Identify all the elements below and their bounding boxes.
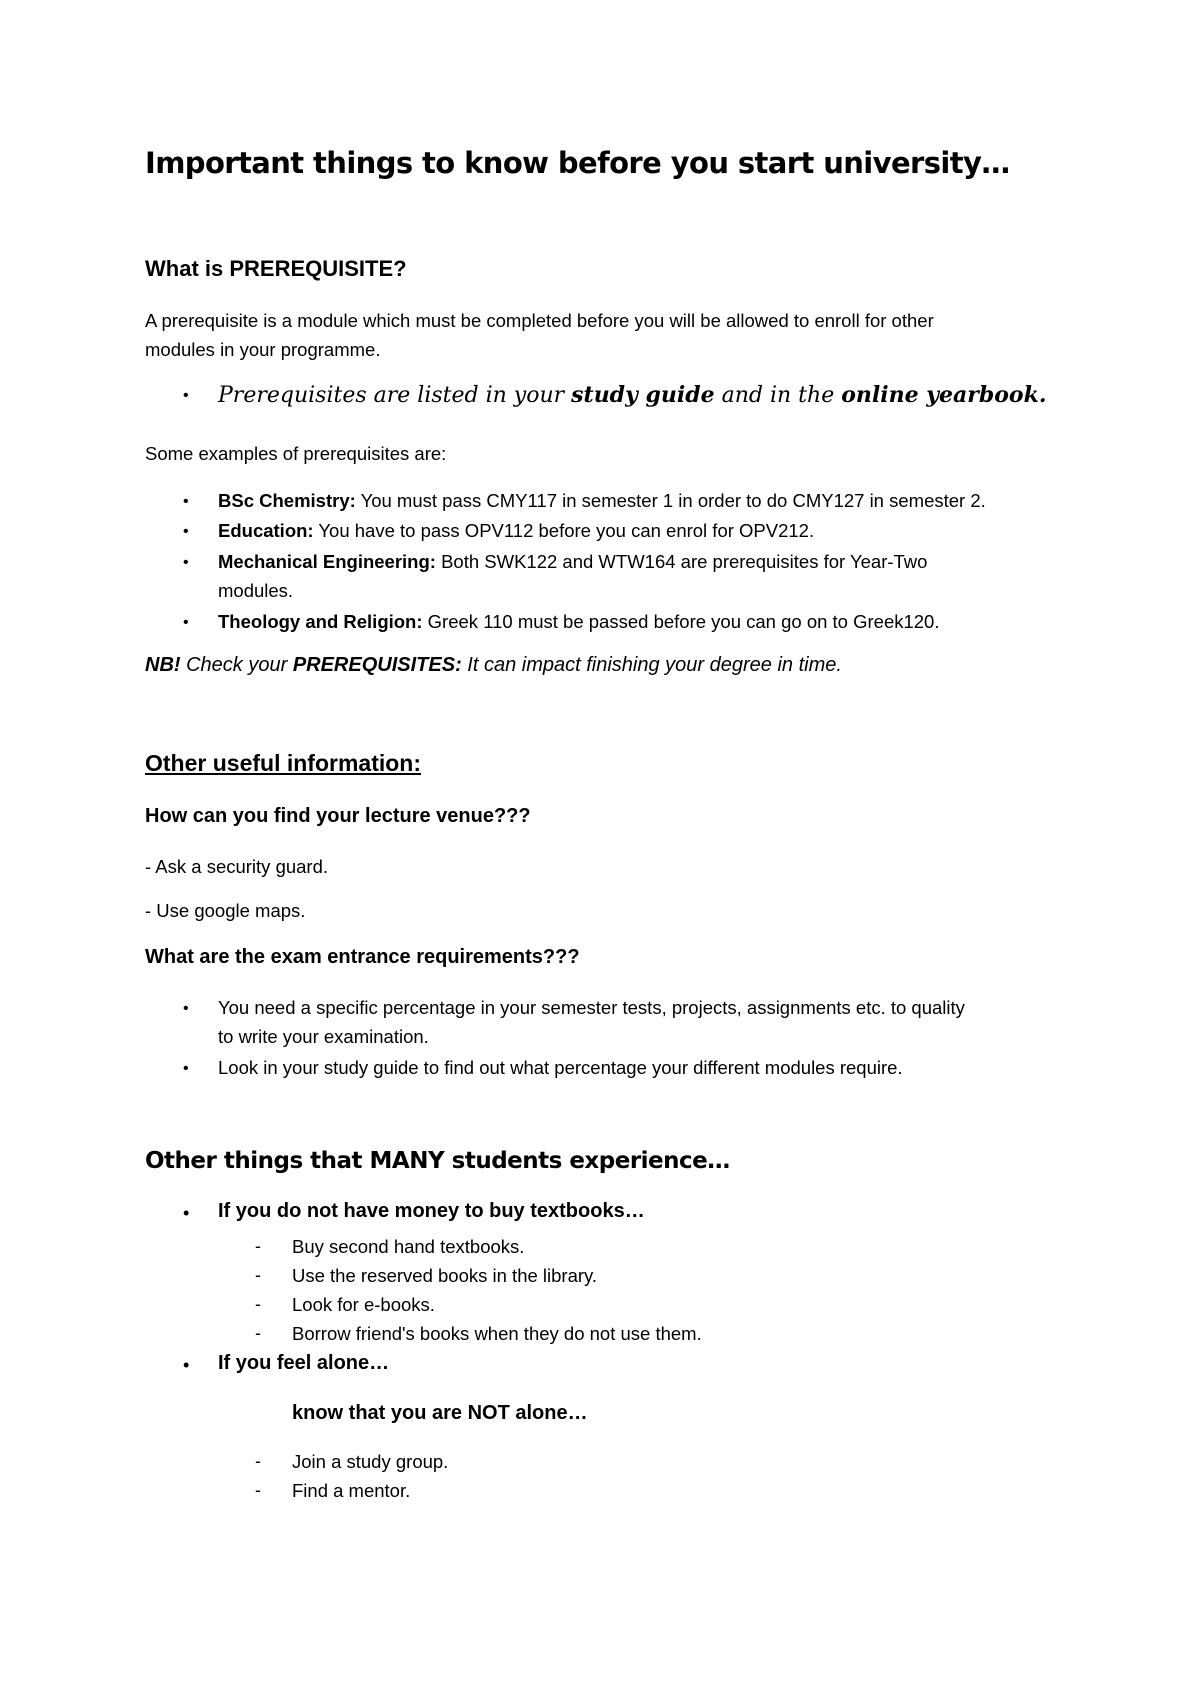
- example-text: Greek 110 must be passed before you can go on to Greek120.: [422, 611, 940, 632]
- highlight-text-1: Prerequisites are listed in your: [218, 383, 572, 408]
- bullet-icon: •: [183, 1203, 190, 1223]
- highlight-study-guide: study guide: [571, 382, 715, 408]
- highlight-online-yearbook: online yearbook.: [841, 382, 1047, 408]
- alone-heading: If you feel alone…: [218, 1352, 390, 1374]
- prerequisite-heading: What is PREREQUISITE?: [145, 256, 407, 281]
- dash-icon: -: [255, 1451, 261, 1471]
- example-item-theology: [218, 611, 939, 633]
- bullet-icon: •: [183, 523, 189, 540]
- prerequisite-definition-line-1: A prerequisite is a module which must be completed before you will be allowed to enroll for other: [145, 310, 934, 331]
- bullet-icon: •: [183, 1060, 189, 1077]
- example-label: Education:: [218, 520, 314, 541]
- example-label: Theology and Religion:: [218, 611, 423, 632]
- money-tip: Buy second hand textbooks.: [292, 1236, 525, 1257]
- nb-note: [145, 654, 842, 677]
- example-label: BSc Chemistry:: [218, 490, 356, 511]
- dash-icon: -: [255, 1265, 261, 1285]
- experience-heading: Other things that MANY students experience…: [145, 1148, 730, 1174]
- bullet-icon: •: [183, 614, 189, 631]
- prerequisite-highlight: [218, 382, 1047, 408]
- highlight-text-2: and in the: [714, 383, 842, 408]
- bullet-icon: •: [183, 1000, 189, 1017]
- exam-requirements-question: What are the exam entrance requirements???: [145, 946, 580, 968]
- exam-item-1-line-1: You need a specific percentage in your semester tests, projects, assignments etc. to quality: [218, 997, 965, 1018]
- nb-text-1: Check your: [180, 654, 293, 676]
- money-tip: Look for e-books.: [292, 1294, 435, 1315]
- dash-icon: -: [255, 1323, 261, 1343]
- example-item-chemistry: [218, 490, 986, 512]
- alone-tip: Find a mentor.: [292, 1480, 411, 1501]
- nb-prerequisites: PREREQUISITES:: [292, 654, 462, 676]
- examples-intro: Some examples of prerequisites are:: [145, 443, 447, 464]
- dash-icon: -: [255, 1294, 261, 1314]
- lecture-venue-question: How can you find your lecture venue???: [145, 805, 531, 827]
- bullet-icon: •: [183, 493, 189, 510]
- exam-item-2: Look in your study guide to find out what percentage your different modules require.: [218, 1057, 903, 1078]
- example-label: Mechanical Engineering:: [218, 551, 436, 572]
- money-heading: If you do not have money to buy textbooks…: [218, 1200, 645, 1222]
- example-text: You have to pass OPV112 before you can enrol for OPV212.: [313, 520, 815, 541]
- exam-item-1-line-2: to write your examination.: [218, 1026, 429, 1047]
- money-tip: Borrow friend's books when they do not use them.: [292, 1323, 702, 1344]
- nb-text-2: It can impact finishing your degree in time.: [461, 654, 842, 676]
- page-title: Important things to know before you start university…: [145, 146, 1010, 180]
- venue-answer-1: - Ask a security guard.: [145, 856, 329, 877]
- bullet-icon: •: [183, 1355, 190, 1375]
- example-text: Both SWK122 and WTW164 are prerequisites for Year-Two: [435, 551, 928, 572]
- venue-answer-2: - Use google maps.: [145, 900, 306, 921]
- money-tip: Use the reserved books in the library.: [292, 1265, 598, 1286]
- example-item-mechanical: [218, 551, 927, 573]
- other-info-heading: Other useful information:: [145, 750, 421, 776]
- example-text: You must pass CMY117 in semester 1 in order to do CMY127 in semester 2.: [355, 490, 986, 511]
- alone-tip: Join a study group.: [292, 1451, 449, 1472]
- nb-prefix: NB!: [145, 654, 181, 676]
- example-item-education: [218, 520, 814, 542]
- not-alone-subtitle: know that you are NOT alone…: [292, 1402, 588, 1424]
- prerequisite-definition-line-2: modules in your programme.: [145, 339, 381, 360]
- example-item-mechanical-continued: modules.: [218, 580, 294, 601]
- bullet-icon: •: [183, 387, 189, 404]
- dash-icon: -: [255, 1480, 261, 1500]
- dash-icon: -: [255, 1236, 261, 1256]
- bullet-icon: •: [183, 554, 189, 571]
